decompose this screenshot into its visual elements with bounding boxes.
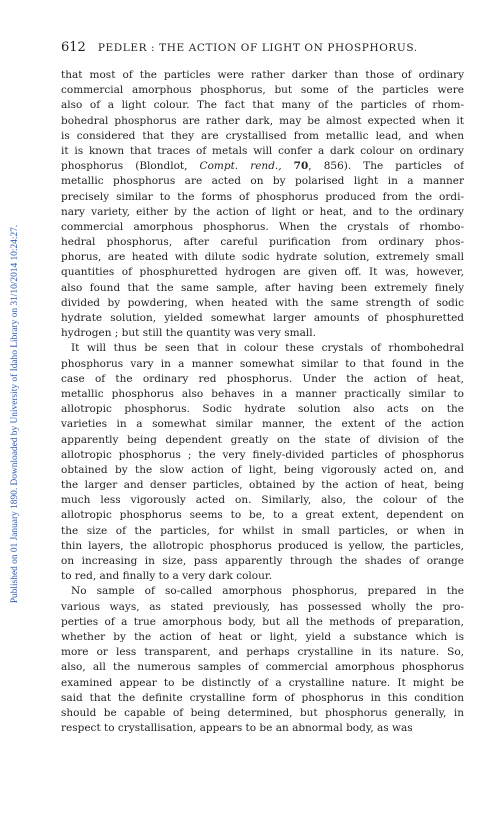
text-line: apparently being dependent greatly on the state of division of the bbox=[61, 433, 464, 446]
text-line: said that the definite crystalline form of phosphorus in this condition bbox=[61, 691, 464, 704]
text-line: phosphorus (Blondlot, Compt. rend., 70, 856). The particles of bbox=[61, 160, 464, 173]
text-line: varieties in a somewhat similar manner, the extent of the action bbox=[61, 418, 464, 431]
text-line: should be capable of being determined, but phosphorus generally, in bbox=[61, 706, 464, 719]
text-line: hydrogen ; but still the quantity was very small. bbox=[61, 327, 316, 340]
text-line: allotropic phosphorus. Sodic hydrate solution also acts on the bbox=[61, 403, 464, 416]
running-title: PEDLER : THE ACTION OF LIGHT ON PHOSPHORUS. bbox=[97, 42, 418, 54]
text-line: the size of the particles, for whilst in small particles, or when in bbox=[61, 524, 464, 537]
text-line: No sample of so-called amorphous phosphorus, prepared in the bbox=[71, 585, 464, 598]
text-line: more or less transparent, and perhaps crystalline in its nature. So, bbox=[61, 646, 464, 659]
text-line: quantities of phosphuretted hydrogen are given off. It was, however, bbox=[61, 266, 464, 279]
text-line: on increasing in size, pass apparently through the shades of orange bbox=[61, 555, 464, 567]
text-line: precisely similar to the forms of phosphorus produced from the ordi- bbox=[61, 190, 464, 203]
text-line: respect to crystallisation, appears to be an abnormal body, as was bbox=[61, 722, 413, 735]
text-line: allotropic phosphorus ; the very finely-divided particles of phosphorus bbox=[61, 448, 464, 461]
text-line: also of a light colour. The fact that many of the particles of rhom- bbox=[61, 99, 464, 112]
text-line: nary variety, either by the action of light or heat, and to the ordinary bbox=[61, 205, 464, 218]
text-line: divided by powdering, when heated with the same strength of sodic bbox=[61, 296, 464, 309]
text-line: examined appear to be distinctly of a crystalline nature. It might be bbox=[61, 676, 464, 689]
text-line: various ways, as stated previously, has possessed wholly the pro- bbox=[61, 600, 464, 613]
text-line: much less vigorously acted on. Similarly, also, the colour of the bbox=[61, 494, 464, 507]
text-line: the larger and denser particles, obtained by the action of heat, being bbox=[61, 479, 464, 492]
text-line: commercial amorphous phosphorus. When the crystals of rhombo- bbox=[61, 220, 464, 233]
text-line: perties of a true amorphous body, but all the methods of preparation, bbox=[61, 615, 464, 628]
text-line: it is known that traces of metals will confer a dark colour on ordinary bbox=[61, 144, 464, 157]
text-line: hydrate solution, yielded somewhat larger amounts of phosphuretted bbox=[61, 312, 464, 324]
provenance-stamp-text: Published on 01 January 1890. Downloaded by University of Idaho Library on 31/10/2014 10:24:27. bbox=[10, 224, 20, 604]
text-line: metallic phosphorus also behaves in a manner practically similar to bbox=[61, 387, 464, 400]
text-line: hedral phosphorus, after careful purification from ordinary phos- bbox=[61, 236, 464, 249]
text-line: phosphorus vary in a manner somewhat similar to that found in the bbox=[61, 357, 464, 370]
body-text bbox=[61, 68, 464, 736]
text-line: case of the ordinary red phosphorus. Under the action of heat, bbox=[61, 372, 464, 385]
running-header bbox=[61, 40, 461, 55]
text-line: metallic phosphorus are acted on by polarised light in a manner bbox=[61, 175, 464, 188]
text-line: commercial amorphous phosphorus, but some of the particles were bbox=[61, 84, 464, 97]
text-line: It will thus be seen that in colour these crystals of rhombohedral bbox=[71, 342, 464, 355]
text-line: obtained by the slow action of light, being vigorously acted on, and bbox=[61, 463, 464, 476]
text-line: that most of the particles were rather darker than those of ordinary bbox=[61, 69, 464, 81]
text-line: thin layers, the allotropic phosphorus produced is yellow, the particles, bbox=[61, 539, 464, 552]
page-number: 612 bbox=[61, 40, 86, 55]
text-line: phorus, are heated with dilute sodic hydrate solution, extremely small bbox=[61, 251, 464, 264]
text-line: is considered that they are crystallised from metallic lead, and when bbox=[61, 129, 464, 142]
text-line: also found that the same sample, after having been extremely finely bbox=[61, 281, 464, 294]
text-line: to red, and finally to a very dark colour. bbox=[61, 570, 273, 583]
text-line: bohedral phosphorus are rather dark, may be almost expected when it bbox=[61, 114, 464, 127]
provenance-stamp bbox=[8, 64, 22, 764]
text-line: allotropic phosphorus seems to be, to a great extent, dependent on bbox=[61, 509, 464, 522]
text-line: also, all the numerous samples of commercial amorphous phosphorus bbox=[61, 661, 464, 674]
text-line: whether by the action of heat or light, yield a substance which is bbox=[61, 630, 464, 643]
